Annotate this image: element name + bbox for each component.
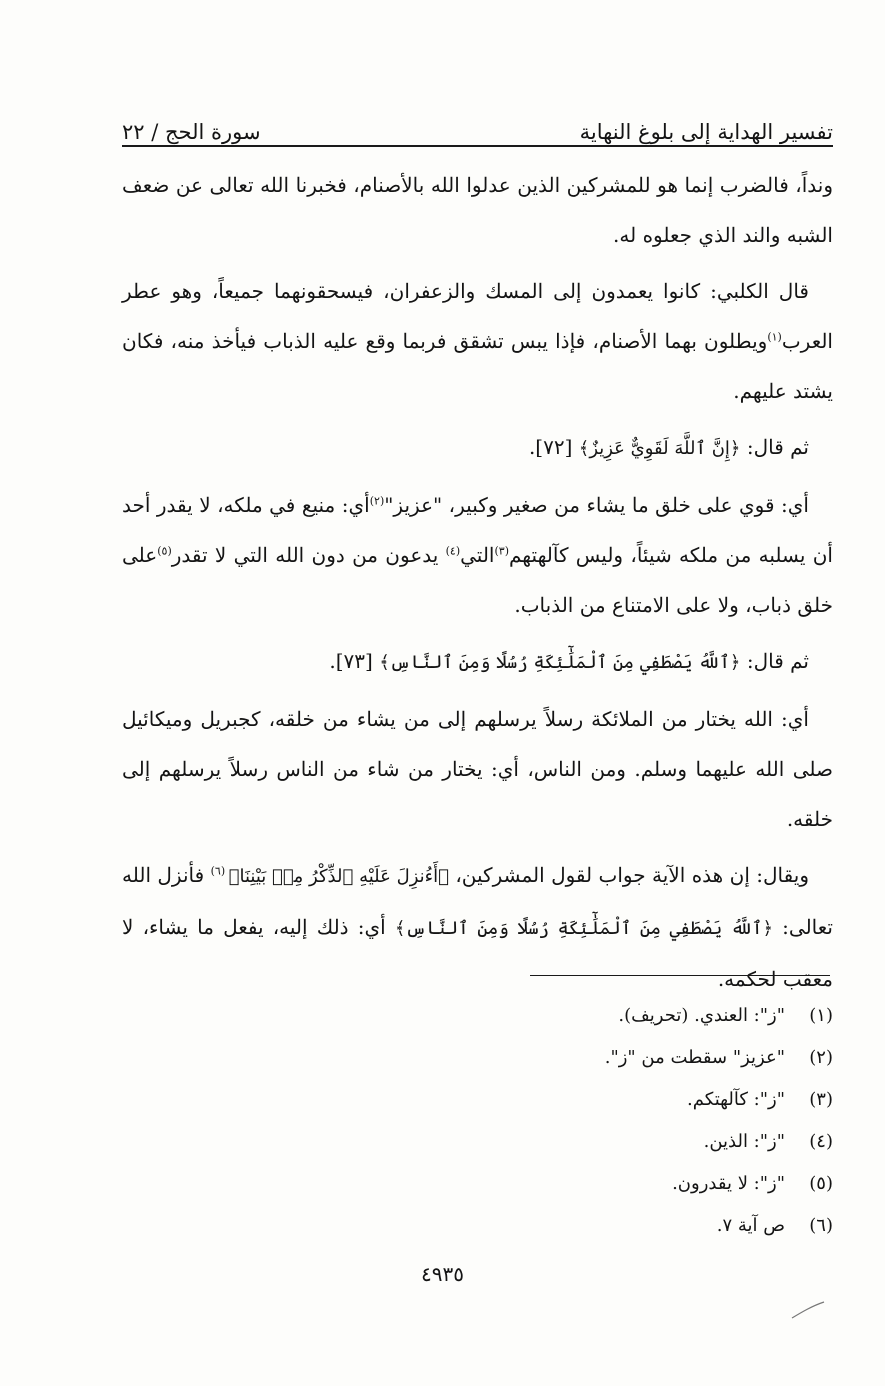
surah-label: سورة الحج / ٢٢ — [122, 120, 261, 144]
footnote-ref-2[interactable]: (٢) — [369, 494, 385, 508]
footnote-text: "ز": كآلهتكم. — [687, 1089, 785, 1110]
footnote-ref-5[interactable]: (٥) — [157, 544, 172, 558]
header-rule — [122, 145, 833, 147]
footnote-ref-1[interactable]: (١) — [767, 330, 782, 344]
footnote-ref-6[interactable]: (٦) — [210, 864, 229, 878]
paragraph-2: قال الكلبي: كانوا يعمدون إلى المسك والزعفران، فيسحقونهما جميعاً، وهو عطر العرب$^{(١)}$ويطلون بهما الأصنام، فإذا يبس تشقق فربما وقع عليه الذباب فيأخذ منه، فكان يشتد عليهم. — [122, 279, 833, 403]
footnotes — [433, 995, 833, 1247]
footnote-ref-3[interactable]: (٣) — [494, 544, 509, 558]
footnote-item — [433, 1121, 833, 1163]
quran-verse: ﴿ٱللَّهُ يَصْطَفِي مِنَ ٱلْمَلَٰٓئِكَةِ رُسُلًا وَمِنَ ٱلنَّاسِ﴾ — [394, 918, 773, 939]
quran-verse: ﴿ٱللَّهُ يَصْطَفِي مِنَ ٱلْمَلَٰٓئِكَةِ رُسُلًا وَمِنَ ٱلنَّاسِ﴾ — [379, 652, 741, 673]
verse-line-72: ثم قال: ﴿إِنَّ ٱللَّهَ لَقَوِيٌّ عَزِيزٌ﴾ [٧٢]. — [528, 435, 809, 459]
footnote-number: (٦) — [809, 1215, 833, 1236]
footnote-ref-4[interactable]: (٤) — [445, 544, 461, 558]
footnote-text: "ز": العندي. (تحريف). — [618, 1005, 785, 1026]
footnote-text: "ز": الذين. — [703, 1131, 785, 1152]
footnote-separator — [530, 975, 830, 976]
paragraph-7: ويقال: إن هذه الآية جواب لقول المشركين، ﴿أَءُنزِلَ عَلَيْهِ ٱلذِّكْرُ مِنۢ بَيْنِنَا﴾ $^{(٦)}$ فأنزل الله تعالى: ﴿ٱللَّهُ يَصْطَفِي مِنَ ٱلْمَلَٰٓئِكَةِ رُسُلًا وَمِنَ ٱلنَّاسِ﴾ أي: ذلك إليه، يفعل ما يشاء، لا معقب لحكمه. — [122, 863, 833, 991]
footnote-number: (١) — [809, 1005, 833, 1026]
footnote-number: (٣) — [809, 1089, 833, 1110]
footnote-number: (٥) — [809, 1173, 833, 1194]
footnote-item — [433, 1079, 833, 1121]
book-title: تفسير الهداية إلى بلوغ النهاية — [579, 120, 833, 144]
paragraph-6: أي: الله يختار من الملائكة رسلاً يرسلهم إلى من يشاء من خلقه، كجبريل وميكائيل صلى الله عليهما وسلم. ومن الناس، أي: يختار من شاء من الناس رسلاً يرسلهم إلى خلقه. — [122, 707, 833, 831]
page-number: ٤٩٣٥ — [421, 1262, 464, 1286]
footnote-text: "عزيز" سقطت من "ز". — [604, 1047, 785, 1068]
footnote-text: "ز": لا يقدرون. — [672, 1173, 785, 1194]
verse-line-73: ثم قال: ﴿ٱللَّهُ يَصْطَفِي مِنَ ٱلْمَلَٰٓئِكَةِ رُسُلًا وَمِنَ ٱلنَّاسِ﴾ [٧٣]. — [329, 649, 809, 673]
footnote-number: (٤) — [809, 1131, 833, 1152]
footnote-item — [433, 1163, 833, 1205]
footnote-item — [433, 995, 833, 1037]
footnote-number: (٢) — [809, 1047, 833, 1068]
main-text — [122, 160, 833, 1010]
pen-stroke-mark — [790, 1300, 826, 1320]
paragraph-4: أي: قوي على خلق ما يشاء من صغير وكبير، "عزيز"$^{(٢)}$أي: منيع في ملكه، لا يقدر أحد أن يسلبه من ملكه شيئاً، وليس كآلهتهم$^{(٣)}$التي$^{(٤)}$ يدعون من دون الله التي لا تقدر$^{(٥)}$على خلق ذباب، ولا على الامتناع من الذباب. — [122, 493, 833, 617]
paragraph-1: ونداً، فالضرب إنما هو للمشركين الذين عدلوا الله بالأصنام، فخبرنا الله تعالى عن ضعف الشبه والند الذي جعلوه له. — [122, 173, 833, 247]
quran-verse: ﴿إِنَّ ٱللَّهَ لَقَوِيٌّ عَزِيزٌ﴾ — [578, 438, 741, 459]
footnote-item — [433, 1205, 833, 1247]
quran-verse: ﴿أَءُنزِلَ عَلَيْهِ ٱلذِّكْرُ مِنۢ بَيْنِنَا﴾ — [228, 866, 449, 887]
running-header — [122, 102, 833, 144]
footnote-item — [433, 1037, 833, 1079]
footnote-text: ص آية ٧. — [716, 1215, 785, 1236]
